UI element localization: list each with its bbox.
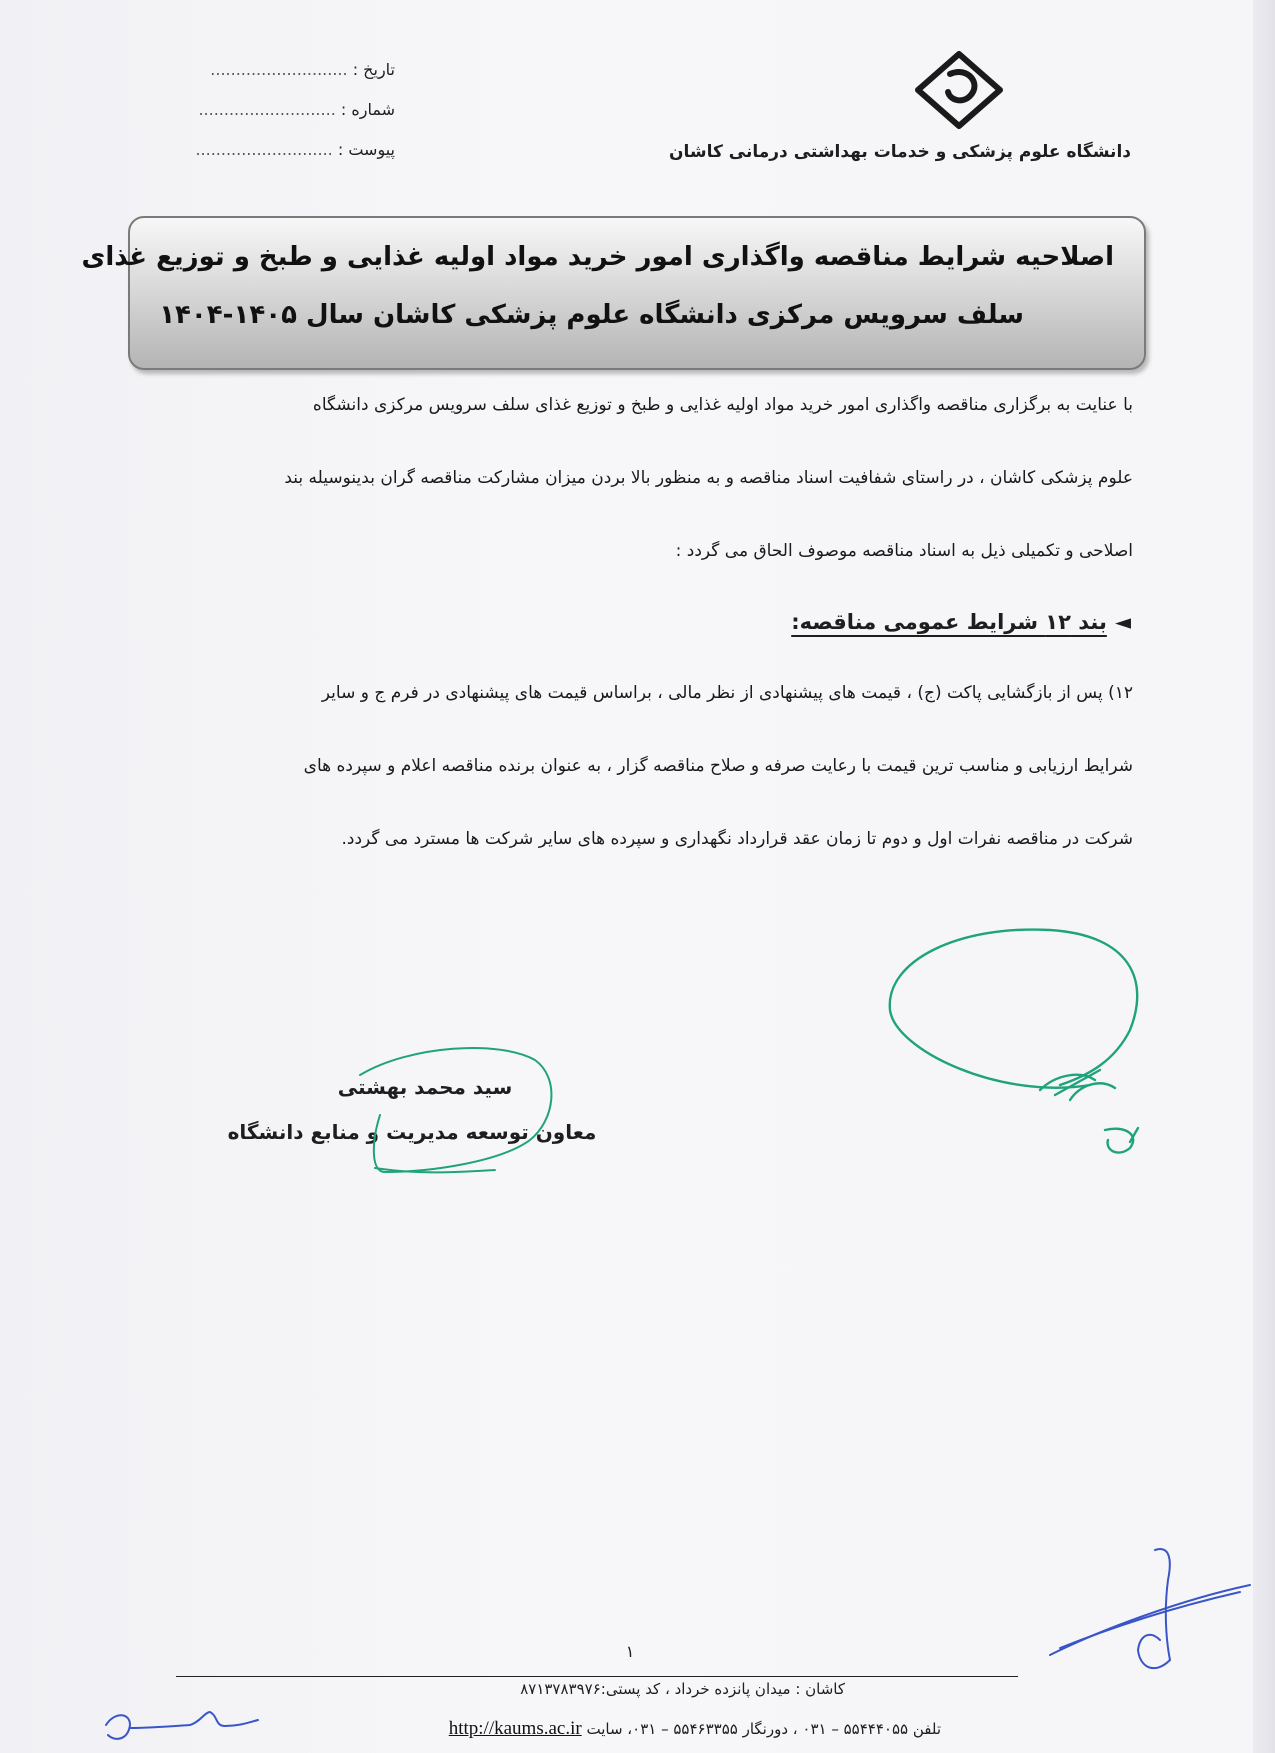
page-edge [1253,0,1275,1753]
footer-phone-fax: تلفن ۵۵۴۴۴۰۵۵ – ۰۳۱ ، دورنگار ۵۵۴۶۳۳۵۵ – ۰۳۱، سایت [586,1720,941,1738]
attachment-label: پیوست : [337,140,395,159]
initials-green-icon [360,1048,551,1172]
date-row [195,60,395,100]
date-label: تاریخ : [352,60,395,79]
attachment-row [195,140,395,180]
number-row [195,100,395,140]
document-title-box [81,216,1146,370]
letter-meta [195,60,395,180]
section-heading-text: بند ۱۲ شرایط عمومی مناقصه: [791,610,1107,634]
intro-line-3: اصلاحی و تکمیلی ذیل به اسناد مناقصه موصوف الحاق می گردد : [675,541,1133,561]
attachment-value: ........................... [195,140,333,159]
section-line-3: شرکت در مناقصه نفرات اول و دوم تا زمان عقد قرارداد نگهداری و سپرده های سایر شرکت ها مسترد می گردد. [341,829,1133,849]
university-logo-icon [910,50,1008,130]
title-line-1: اصلاحیه شرایط مناقصه واگذاری امور خرید مواد اولیه غذایی و طبخ و توزیع غذای [81,242,1114,272]
date-value: ........................... [210,60,348,79]
section-line-2: شرایط ارزیابی و مناسب ترین قیمت با رعایت صرفه و صلاح مناقصه گزار ، به عنوان برنده مناقصه اعلام و سپرده های [303,756,1133,776]
intro-line-2: علوم پزشکی کاشان ، در راستای شفافیت اسناد مناقصه و به منظور بالا بردن میزان مشارکت مناقصه گران بدینوسیله بند [284,468,1133,488]
footer-address: کاشان : میدان پانزده خرداد ، کد پستی:۸۷۱۳۷۸۳۹۷۶ [520,1680,845,1698]
footer-divider [176,1676,1018,1677]
page-number: ۱ [625,1642,635,1661]
website-link[interactable]: http://kaums.ac.ir [448,1718,582,1739]
number-label: شماره : [340,100,395,119]
section-heading [791,610,1131,634]
signer-title: معاون توسعه مدیریت و منابع دانشگاه [227,1120,597,1144]
university-name: دانشگاه علوم پزشکی و خدمات بهداشتی درمانی کاشان [668,142,1131,162]
initials-blue-icon [106,1549,1250,1739]
arrow-left-icon: ◄ [1114,610,1131,634]
intro-line-1: با عنایت به برگزاری مناقصه واگذاری امور خرید مواد اولیه غذایی و طبخ و توزیع غذای سلف سرویس مرکزی دانشگاه [312,395,1133,415]
footer-contact [449,1718,941,1740]
section-line-1: ۱۲) پس از بازگشایی پاکت (ج) ، قیمت های پیشنهادی از نظر مالی ، براساس قیمت های پیشنهادی در فرم ج و سایر [321,683,1133,703]
signature-icon [890,930,1138,1153]
number-value: ........................... [198,100,336,119]
title-line-2: سلف سرویس مرکزی دانشگاه علوم پزشکی کاشان سال ۱۴۰۵-۱۴۰۴ [159,300,1024,330]
signer-name: سید محمد بهشتی [337,1075,513,1099]
